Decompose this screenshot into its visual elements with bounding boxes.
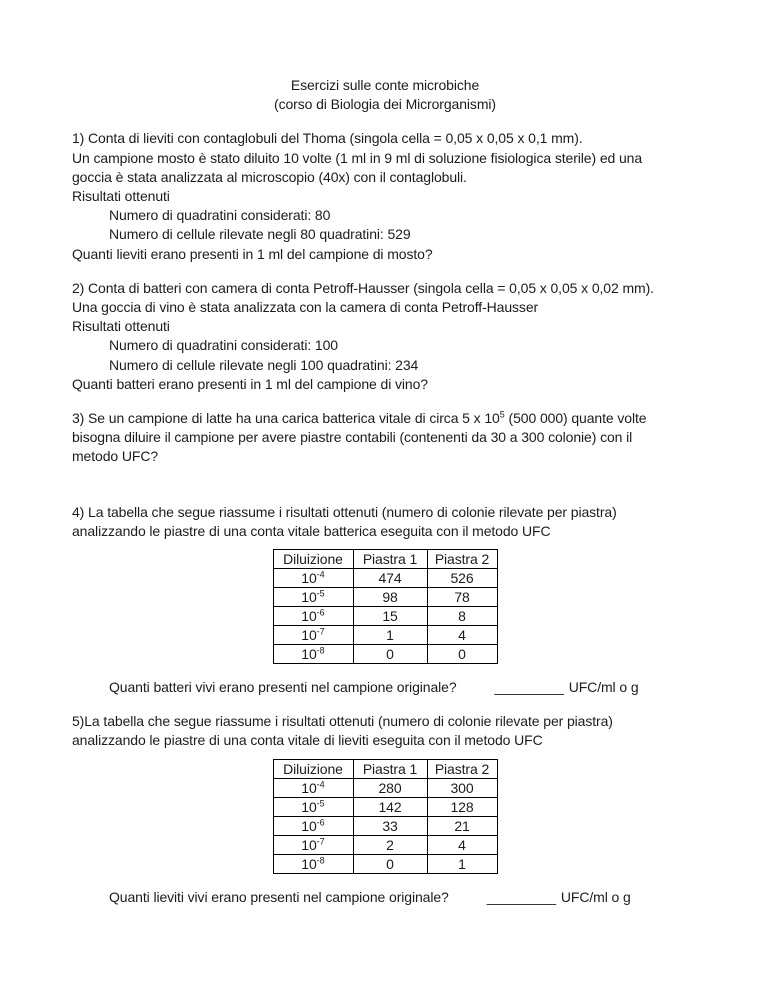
plate2-cell: 78 bbox=[427, 588, 497, 607]
exercise-3-text-post: (500 000) quante volte bbox=[504, 410, 647, 427]
exercise-2-text-line: 2) Conta di batteri con camera di conta Petroff-Hausser (singola cella = 0,05 x 0,05 x 0,02 mm). bbox=[72, 279, 654, 296]
table-row bbox=[273, 797, 497, 816]
dilution-exponent: -6 bbox=[316, 817, 325, 828]
exercise-4-question: Quanti batteri vivi erano presenti nel campione originale? bbox=[109, 679, 457, 696]
exercise-1 bbox=[72, 129, 698, 263]
plate2-cell: 4 bbox=[427, 626, 497, 645]
dilution-base: 10 bbox=[301, 646, 317, 663]
exercise-3-question: metodo UFC? bbox=[72, 448, 159, 465]
column-header-dilution: Diluizione bbox=[273, 550, 353, 569]
exercise-1-text-line: 1) Conta di lieviti con contaglobuli del Thoma (singola cella = 0,05 x 0,05 x 0,1 mm). bbox=[72, 130, 583, 147]
exercise-2 bbox=[72, 279, 698, 394]
title-line-2: (corso di Biologia dei Microrganismi) bbox=[274, 96, 496, 113]
dilution-exponent: -7 bbox=[316, 836, 325, 847]
dilution-exponent: -7 bbox=[316, 626, 325, 637]
table-row bbox=[273, 778, 497, 797]
column-header-plate1: Piastra 1 bbox=[353, 550, 427, 569]
exercise-3 bbox=[72, 409, 698, 467]
dilution-exponent: -5 bbox=[316, 798, 325, 809]
exercise-2-result-line: Numero di quadratini considerati: 100 bbox=[109, 337, 338, 354]
plate1-cell: 1 bbox=[353, 626, 427, 645]
exercise-2-result-line: Numero di cellule rilevate negli 100 quadratini: 234 bbox=[109, 356, 419, 373]
dilution-base: 10 bbox=[301, 589, 317, 606]
dilution-cell bbox=[273, 816, 353, 835]
exercise-1-result-line: Numero di cellule rilevate negli 80 quadratini: 529 bbox=[109, 226, 411, 243]
exercise-3-text-pre: 3) Se un campione di latte ha una carica batterica vitale di circa 5 x 10 bbox=[72, 410, 500, 427]
plate1-cell: 15 bbox=[353, 607, 427, 626]
document-title bbox=[72, 76, 698, 114]
table-row bbox=[273, 607, 497, 626]
dilution-exponent: -5 bbox=[316, 588, 325, 599]
plate1-cell: 0 bbox=[353, 645, 427, 664]
table-row bbox=[273, 645, 497, 664]
column-header-dilution: Diluizione bbox=[273, 759, 353, 778]
plate1-cell: 142 bbox=[353, 797, 427, 816]
exercise-5-text-line: 5)La tabella che segue riassume i risultati ottenuti (numero di colonie rilevate per piastra) bbox=[72, 713, 613, 730]
dilution-exponent: -4 bbox=[316, 569, 325, 580]
exercise-1-question: Quanti lieviti erano presenti in 1 ml del campione di mosto? bbox=[72, 245, 433, 262]
exercise-2-text-line: Una goccia di vino è stata analizzata con la camera di conta Petroff-Hausser bbox=[72, 299, 539, 316]
dilution-exponent: -8 bbox=[316, 855, 325, 866]
table-row bbox=[273, 569, 497, 588]
dilution-base: 10 bbox=[301, 836, 317, 853]
answer-blank: _________ bbox=[494, 679, 564, 696]
dilution-exponent: -6 bbox=[316, 607, 325, 618]
answer-unit: UFC/ml o g bbox=[568, 679, 639, 696]
exercise-2-question: Quanti batteri erano presenti in 1 ml del campione di vino? bbox=[72, 375, 428, 392]
table-row bbox=[273, 588, 497, 607]
plate2-cell: 300 bbox=[427, 778, 497, 797]
dilution-cell bbox=[273, 569, 353, 588]
plate2-cell: 4 bbox=[427, 835, 497, 854]
table-row bbox=[273, 816, 497, 835]
plate1-cell: 98 bbox=[353, 588, 427, 607]
dilution-base: 10 bbox=[301, 608, 317, 625]
title-line-1: Esercizi sulle conte microbiche bbox=[290, 77, 480, 93]
plate2-cell: 526 bbox=[427, 569, 497, 588]
dilution-cell bbox=[273, 778, 353, 797]
exercise-4-text-line: analizzando le piastre di una conta vitale batterica eseguita con il metodo UFC bbox=[72, 522, 551, 539]
exercise-5-answer-line bbox=[72, 888, 698, 907]
colony-count-table-bacteria bbox=[273, 549, 498, 664]
dilution-cell bbox=[273, 854, 353, 873]
dilution-exponent: -8 bbox=[316, 645, 325, 656]
plate1-cell: 474 bbox=[353, 569, 427, 588]
plate2-cell: 1 bbox=[427, 854, 497, 873]
exercise-2-results-label: Risultati ottenuti bbox=[72, 318, 170, 335]
dilution-cell bbox=[273, 607, 353, 626]
dilution-base: 10 bbox=[301, 798, 317, 815]
dilution-cell bbox=[273, 797, 353, 816]
plate2-cell: 128 bbox=[427, 797, 497, 816]
dilution-cell bbox=[273, 588, 353, 607]
dilution-exponent: -4 bbox=[316, 779, 325, 790]
exercise-3-text-line bbox=[72, 409, 698, 428]
exponent-superscript: 5 bbox=[499, 409, 505, 420]
exercise-1-text-line: goccia è stata analizzata al microscopio (40x) con il contaglobuli. bbox=[72, 168, 467, 185]
exercise-4-answer-line bbox=[72, 678, 698, 697]
dilution-base: 10 bbox=[301, 817, 317, 834]
dilution-cell bbox=[273, 835, 353, 854]
table-header-row bbox=[273, 759, 497, 778]
answer-blank: _________ bbox=[486, 888, 556, 905]
exercise-4-text-line: 4) La tabella che segue riassume i risultati ottenuti (numero di colonie rilevate per piastra) bbox=[72, 503, 617, 520]
exercise-1-results-label: Risultati ottenuti bbox=[72, 188, 170, 205]
dilution-base: 10 bbox=[301, 627, 317, 644]
colony-count-table-yeast bbox=[273, 759, 498, 874]
plate2-cell: 21 bbox=[427, 816, 497, 835]
column-header-plate2: Piastra 2 bbox=[427, 550, 497, 569]
exercise-4 bbox=[72, 503, 698, 698]
table-row bbox=[273, 835, 497, 854]
answer-unit: UFC/ml o g bbox=[560, 888, 631, 905]
dilution-cell bbox=[273, 645, 353, 664]
plate1-cell: 2 bbox=[353, 835, 427, 854]
plate1-cell: 33 bbox=[353, 816, 427, 835]
exercise-5-text-line: analizzando le piastre di una conta vitale di lieviti eseguita con il metodo UFC bbox=[72, 732, 543, 749]
column-header-plate2: Piastra 2 bbox=[427, 759, 497, 778]
table-header-row bbox=[273, 550, 497, 569]
dilution-base: 10 bbox=[301, 855, 317, 872]
exercise-5-question: Quanti lieviti vivi erano presenti nel campione originale? bbox=[109, 888, 449, 905]
dilution-base: 10 bbox=[301, 779, 317, 796]
table-row bbox=[273, 626, 497, 645]
column-header-plate1: Piastra 1 bbox=[353, 759, 427, 778]
plate1-cell: 280 bbox=[353, 778, 427, 797]
plate2-cell: 8 bbox=[427, 607, 497, 626]
exercise-3-text-line: bisogna diluire il campione per avere piastre contabili (contenenti da 30 a 300 colonie) con il bbox=[72, 429, 633, 446]
exercise-5 bbox=[72, 712, 698, 907]
dilution-base: 10 bbox=[301, 570, 317, 587]
exercise-1-text-line: Un campione mosto è stato diluito 10 volte (1 ml in 9 ml di soluzione fisiologica sterile) ed una bbox=[72, 149, 643, 166]
table-row bbox=[273, 854, 497, 873]
dilution-cell bbox=[273, 626, 353, 645]
plate1-cell: 0 bbox=[353, 854, 427, 873]
exercise-1-result-line: Numero di quadratini considerati: 80 bbox=[109, 207, 331, 224]
plate2-cell: 0 bbox=[427, 645, 497, 664]
